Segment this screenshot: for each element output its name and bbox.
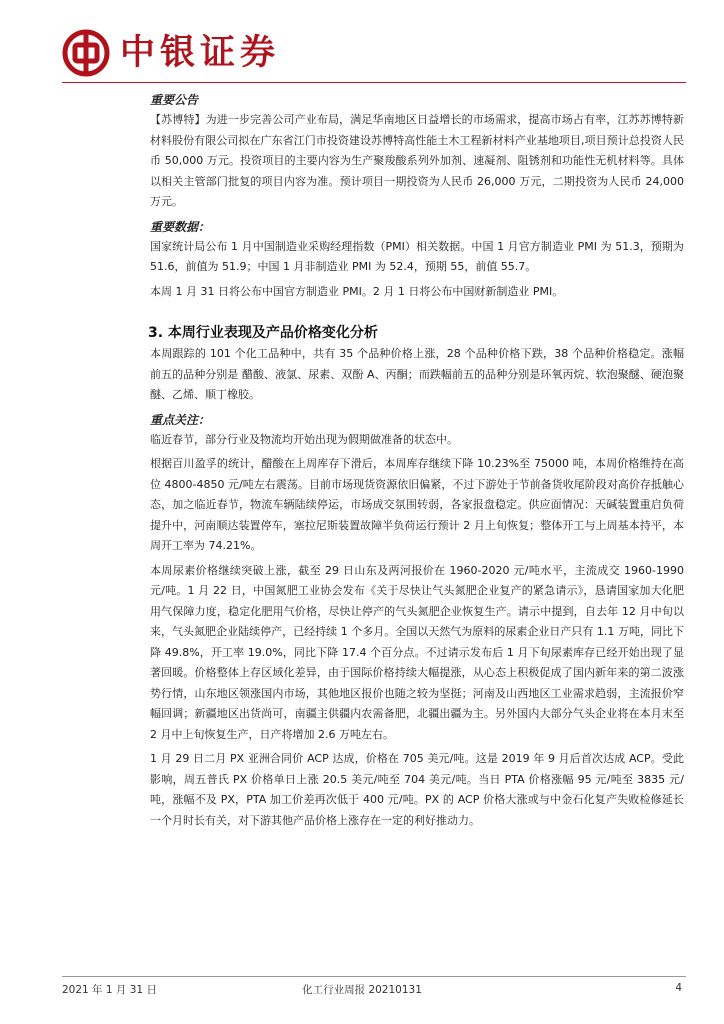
footer-date: 2021 年 1 月 31 日 <box>62 984 157 996</box>
footer-divider <box>62 976 686 977</box>
header-divider <box>62 82 686 83</box>
focus-paragraph-px: 1 月 29 日二月 PX 亚洲合同价 ACP 达成，价格在 705 美元/吨。这是 2019 年 9 月后首次达成 ACP。受此影响，周五普氏 PX 价格单日上涨 20.5 美元/吨至 704 美元/吨。当日 PTA 价格涨幅 95 元/吨至 3835 元/吨，涨幅不及 PX，PTA 加工价差再次低于 400 元/吨。PX 的 ACP 价格大涨或与中金石化复产失败检修延长一个月时长有关，对下游其他产品价格上涨存在一定的利好推动力。 <box>150 752 684 827</box>
footer-title: 化工行业周报 20210131 <box>302 984 422 996</box>
announcement-text: 【苏博特】为进一步完善公司产业布局，满足华南地区日益增长的市场需求，提高市场占有率，江苏苏博特新材料股份有限公司拟在广东省江门市投资建设苏博特高性能土木工程新材料产业基地项目,项目预计总投资人民币 50,000 万元。投资项目的主要内容为生产聚羧酸系列外加剂、速凝剂、阻锈剂和功能性无机材料等。具体以相关主管部门批复的项目内容为准。预计项目一期投资为人民币 26,000 万元，二期投资为人民币 24,000 万元。 <box>150 113 684 208</box>
focus-heading: 重点关注： <box>150 412 211 427</box>
section-3-intro: 本周跟踪的 101 个化工品种中，共有 35 个品种价格上涨，28 个品种价格下跌，38 个品种价格稳定。涨幅前五的品种分别是 醋酸、液氯、尿素、双酚 A、丙酮；而跌幅前五的品种分别是环氧丙烷、软泡聚醚、硬泡聚醚、乙烯、顺丁橡胶。 <box>150 347 684 401</box>
page-header <box>62 28 280 78</box>
focus-paragraph-urea: 本周尿素价格继续突破上涨，截至 29 日山东及两河报价在 1960-2020 元/吨水平，主流成交 1960-1990 元/吨。1 月 22 日，中国氮肥工业协会发布《关于尽快让气头氮肥企业复产的紧急请示》，恳请国家加大化肥用气保障力度，稳定化肥用气价格，尽快让停产的气头氮肥企业恢复生产。请示中提到，自去年 12 月中旬以来，气头氮肥企业陆续停产，已经持续 1 个多月。全国以天然气为原料的尿素企业日产只有 1.1 万吨，同比下降 49.8%，开工率 19.0%，同比下降 17.4 个百分点。不过请示发布后 1 月下旬尿素库存已经开始出现了显著回暖。价格整体上存区域化差异，由于国际价格持续大幅提涨，从心态上积极促成了国内新年来的第二波涨势行情，山东地区领涨国内市场，其他地区报价也随之较为坚挺；河南及山西地区工业需求趋弱，主流报价窄幅回调；新疆地区出货尚可，南疆主供疆内农需备肥，北疆出疆为主。另外国内大部分气头企业将在本月末至 2 月中上旬恢复生产，日产将增加 2.6 万吨左右。 <box>150 563 684 741</box>
section-3-title: 3. 本周行业表现及产品价格变化分析 <box>148 325 378 341</box>
focus-paragraph-0: 临近春节，部分行业及物流均开始出现为假期做准备的状态中。 <box>150 432 458 446</box>
brand-name: 中银证券 <box>120 32 281 73</box>
page-number: 4 <box>675 982 682 994</box>
focus-paragraph-acetic-acid: 根据百川盈孚的统计，醋酸在上周库存下滑后，本周库存继续下降 10.23%至 75000 吨，本周价格维持在高位 4800-4850 元/吨左右震荡。目前市场现货资源依旧偏紧，不过下游处于节前备货收尾阶段对高价存抵触心态，加之临近春节，物流车辆陆续停运，市场成交氛围转弱，各家报盘稳定。供应面情况：天碱装置重启负荷提升中，河南顺达装置停车，塞拉尼斯装置故障半负荷运行预计 2 月上旬恢复；整体开工与上周基本持平，本周开工率为 74.21%。 <box>150 457 684 552</box>
data-paragraph-1: 国家统计局公布 1 月中国制造业采购经理指数（PMI）相关数据。中国 1 月官方制造业 PMI 为 51.3，预期为 51.6，前值为 51.9；中国 1 月非制造业 PMI 为 52.4，预期 55，前值 55.7。 <box>150 239 684 273</box>
data-heading: 重要数据： <box>150 219 211 234</box>
main-content <box>150 90 684 831</box>
bank-of-china-logo-icon <box>62 29 110 77</box>
data-paragraph-2: 本周 1 月 31 日将公布中国官方制造业 PMI。2 月 1 日将公布中国财新制造业 PMI。 <box>150 284 564 298</box>
announcement-heading: 重要公告 <box>150 93 199 107</box>
